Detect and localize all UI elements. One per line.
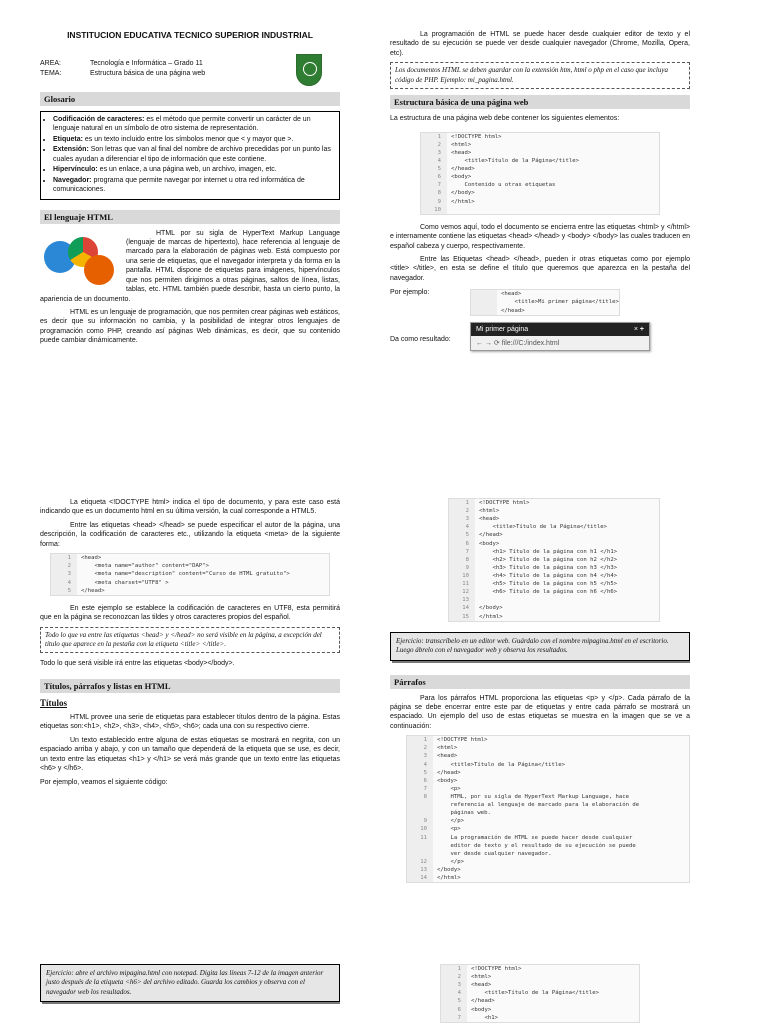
html-tags-paragraph: Como vemos aquí, todo el documento se encierra entre las etiquetas <html> y </html> e internamente contiene las etiquetas <head> </head> y <body> </body> las cuales traducen en español cabeza y cuerpo, respectivamente. [390,223,690,250]
page-bottom-right [390,498,690,898]
code-structure [420,132,660,215]
code-last [440,964,640,1023]
code-meta [50,553,330,596]
head-visibility-note: Todo lo que va entre las etiquetas <head> y </head> no será visible en la página, a excepción del título que aparece en la pestaña con la etiqueta <title> </title>. [40,627,340,654]
code-line: 15 </html> [449,613,659,621]
tema-value: Estructura básica de una página web [90,70,206,77]
code-line: 6 <body> [441,1006,639,1014]
code-line: páginas web. [407,809,689,817]
parrafos-heading: Párrafos [390,675,690,689]
extension-note: Los documentos HTML se deben guardar con la extensión htm, html o php en el caso que incluya código de PHP. Ejemplo: mi_pagina.html. [390,62,690,89]
code-line: 10 [421,206,659,214]
tema-label: TEMA: [40,70,62,77]
code-line: 2 <html> [449,507,659,515]
code-line: </head> [471,307,619,315]
code-example-title [470,289,620,315]
lenguaje-paragraph-2: HTML es un lenguaje de programación, que nos permiten crear páginas web estáticos, es decir que su información no cambia, y la posibilidad de integrar otros lenguajes de programación como PHP, creando así páginas Web dinámicas, es decir, que su contenido puede cambiar dinámicamente. [40,309,340,345]
code-line: 1 <head> [51,554,329,562]
code-line: 4 <title>Título de la Página</title> [407,761,689,769]
headings-size-paragraph: Un texto establecido entre alguna de estas etiquetas se mostrará en negrita, con un espaciado arriba y abajo, y con un tamaño que dependerá de la etiqueta que se use, es decir, un texto entre las etiquetas <h1> y </h1> se verá más grande que un texto entre las etiquetas <h6> y </h6>. [40,736,340,773]
code-paragraphs [406,735,690,883]
code-line: 4 <meta charset="UTF8" > [51,579,329,587]
programacion-paragraph: La programación de HTML se puede hacer desde cualquier editor de texto y el resultado de su ejecución se puede ver desde cualquier navegador (Chrome, Mozilla, Opera, etc). [390,31,690,57]
code-line: 6 <body> [407,777,689,785]
code-line: <head> [471,290,619,298]
firefox-logo-icon [84,255,114,285]
example-intro: Por ejemplo, veamos el siguiente código: [40,778,168,786]
titulos-heading: Títulos, párrafos y listas en HTML [40,679,340,693]
code-line: 2 <meta name="author" content="DAP"> [51,562,329,570]
headings-paragraph: HTML provee una serie de etiquetas para establecer títulos dentro de la página. Estas etiquetas son:<h1>, <h2>, <h3>, <h4>, <h5>, <h6>; cada una con su respectivo cierre. [40,713,340,731]
institution-title: INSTITUCION EDUCATIVA TECNICO SUPERIOR INDUSTRIAL [67,30,313,40]
code-line: 9 </p> [407,817,689,825]
area-label: AREA: [40,60,62,67]
code-line: 6 <body> [421,173,659,181]
exercise-box: Ejercicio: transcríbelo en un editor web. Guárdalo con el nombre mipagina.html en el escritorio. Luego ábrelo con el navegador web y observa los resultados. [390,632,690,661]
code-line: editor de texto y el resultado de su ejecución se puede [407,842,689,850]
code-line: 11 <h5> Título de la página con h5 </h5> [449,580,659,588]
code-line: 4 <title>Título de la Página</title> [421,157,659,165]
code-line: 7 <h1> [441,1014,639,1022]
code-line: 2 <html> [441,973,639,981]
code-line: 3 <head> [441,981,639,989]
utf8-paragraph: En este ejemplo se establece la codificación de caracteres en UTF8, esta permitirá que en la página se reconozcan las tildes y otros caracteres propios del español. [40,604,340,622]
code-line: 1 <!DOCTYPE html> [407,736,689,744]
body-paragraph: Todo lo que será visible irá entre las etiquetas <body></body>. [40,660,235,668]
code-line: 3 <head> [421,149,659,157]
address-bar: ← → ⟳ file:///C:/index.html [471,336,649,350]
code-line: 8 HTML, por su sigla de HyperText Markup Language, hace [407,793,689,801]
glossary-item: • Extensión: Son letras que van al final del nombre de archivo precedidas por un punto las cuales ayudan a diferenciar el tipo de información que este contiene. [53,145,335,164]
glossary-list [40,111,340,200]
code-line: 2 <html> [407,744,689,752]
area-value: Tecnología e Informática – Grado 11 [90,60,203,67]
code-line: 5 </head> [441,997,639,1005]
code-line: 7 Contenido u otras etiquetas [421,181,659,189]
code-line: 5 </head> [407,769,689,777]
code-line: 14 </body> [449,604,659,612]
code-line: 8 </body> [421,189,659,197]
code-line: 5 </head> [421,165,659,173]
head-tags-paragraph: Entre las Etiquetas <head> </head>, pueden ir otras etiquetas como por ejemplo <title> </title>, en esta se define el título que queremos que aparezca en la pestaña del navegador. [390,256,690,282]
resultado-row [390,322,690,351]
estructura-heading: Estructura básica de una página web [390,95,690,109]
lenguaje-heading: El lenguaje HTML [40,210,340,224]
code-line: 4 <title>Título de la Página</title> [441,989,639,997]
code-line: 3 <head> [449,515,659,523]
parrafos-paragraph: Para los párrafos HTML proporciona las etiquetas <p> y </p>. Cada párrafo de la página se debe encerrar entre este par de etiquetas y entre cada párrafo se mostrará un espaciado. Un ejemplo del uso de estas etiquetas se muestra en la imagen que se ve a continuación: [390,694,690,730]
page-last-left [40,964,340,1024]
code-line: 11 La programación de HTML se puede hacer desde cualquier [407,834,689,842]
code-line: 1 <!DOCTYPE html> [441,965,639,973]
page-top-left [40,30,340,410]
school-shield-icon [296,54,322,86]
code-line: 12 </p> [407,858,689,866]
estructura-intro: La estructura de una página web debe contener los siguientes elementos: [390,115,620,123]
code-line: 7 <p> [407,785,689,793]
code-line: 7 <h1> Título de la página con h1 </h1> [449,548,659,556]
code-line: 13 </body> [407,866,689,874]
doctype-paragraph: La etiqueta <!DOCTYPE html> indica el tipo de documento, y para este caso está indicando que es un documento html en su última versión, la cual corresponde a HTML5. [40,499,340,516]
browser-logos-icon [40,233,120,288]
glossary-item: • Navegador: programa que permite navegar por internet u otra red informática de comunicaciones. [53,176,335,195]
code-headings [448,498,660,622]
glossary-item: • Codificación de caracteres: es el método que permite convertir un carácter de un lenguaje natural en un símbolo de otro sistema de representación. [53,115,335,134]
code-line: 10 <p> [407,825,689,833]
meta-paragraph: Entre las etiquetas <head> </head> se puede especificar el autor de la página, una descripción, la codificación de caracteres etc., utilizando la etiqueta <meta> de la siguiente forma: [40,521,340,548]
lenguaje-paragraph-1: HTML por su sigla de HyperText Markup Language (lenguaje de marcas de hipertexto), hace referencia al lenguaje de marcado para la elaboración de páginas web. Está compuesto por una serie de etiquetas, que el navegador interpreta y da forma en la pantalla. HTML dispone de etiquetas para imágenes, hipervínculos que nos permiten dirigirnos a otras páginas, saltos de línea, listas, tablas, etc. HTML también puede describir, hasta un cierto punto, la apariencia de un documento. [40,229,340,303]
back-arrow-icon: ← → ⟳ [476,339,502,347]
code-line: 14 </html> [407,874,689,882]
code-line: 6 <body> [449,540,659,548]
resultado-label: Da como resultado: [390,335,451,343]
code-line: 3 <meta name="description" content="Curso de HTML gratuito"> [51,570,329,578]
page-top-right [390,30,690,450]
code-line: 4 <title>Título de la Página</title> [449,523,659,531]
code-line: ver desde cualquier navegador. [407,850,689,858]
glossary-item: • Hipervínculo: es un enlace, a una página web, un archivo, imagen, etc. [53,165,335,174]
code-line: 1 <!DOCTYPE html> [421,133,659,141]
code-line: 1 <!DOCTYPE html> [449,499,659,507]
code-line: 9 </html> [421,198,659,206]
code-line: 13 [449,596,659,604]
tab-title: Mi primer página [476,325,529,333]
browser-tab-preview [470,322,650,351]
page-last-right [440,964,640,1024]
code-line: referencia al lenguaje de marcado para la elaboración de [407,801,689,809]
code-line: 9 <h3> Título de la página con h3 </h3> [449,564,659,572]
ejemplo-row [390,289,690,315]
page-bottom-left [40,498,340,888]
header-table [40,54,340,86]
code-line: <title>Mi primer página</title> [471,298,619,306]
titulos-subheading: Títulos [40,697,68,708]
close-icon: × + [633,325,644,333]
code-line: 8 <h2> Título de la página con h2 </h2> [449,556,659,564]
glossary-item: • Etiqueta: es un texto incluido entre los símbolos menor que < y mayor que >. [53,135,335,144]
code-line: 3 <head> [407,752,689,760]
exercise-box-2: Ejercicio: abre el archivo mipagina.html con notepad. Digita las líneas 7-12 de la imagen anterior justo después de la etiqueta <h6> del archivo editado. Guarda los cambios y observa con el navegador web los resultados. [40,964,340,1002]
ejemplo-label: Por ejemplo: [390,289,430,297]
glosario-heading: Glosario [40,92,340,106]
code-line: 12 <h6> Título de la página con h6 </h6> [449,588,659,596]
code-line: 5 </head> [449,531,659,539]
code-line: 10 <h4> Título de la página con h4 </h4> [449,572,659,580]
code-line: 5 </head> [51,587,329,595]
code-line: 2 <html> [421,141,659,149]
